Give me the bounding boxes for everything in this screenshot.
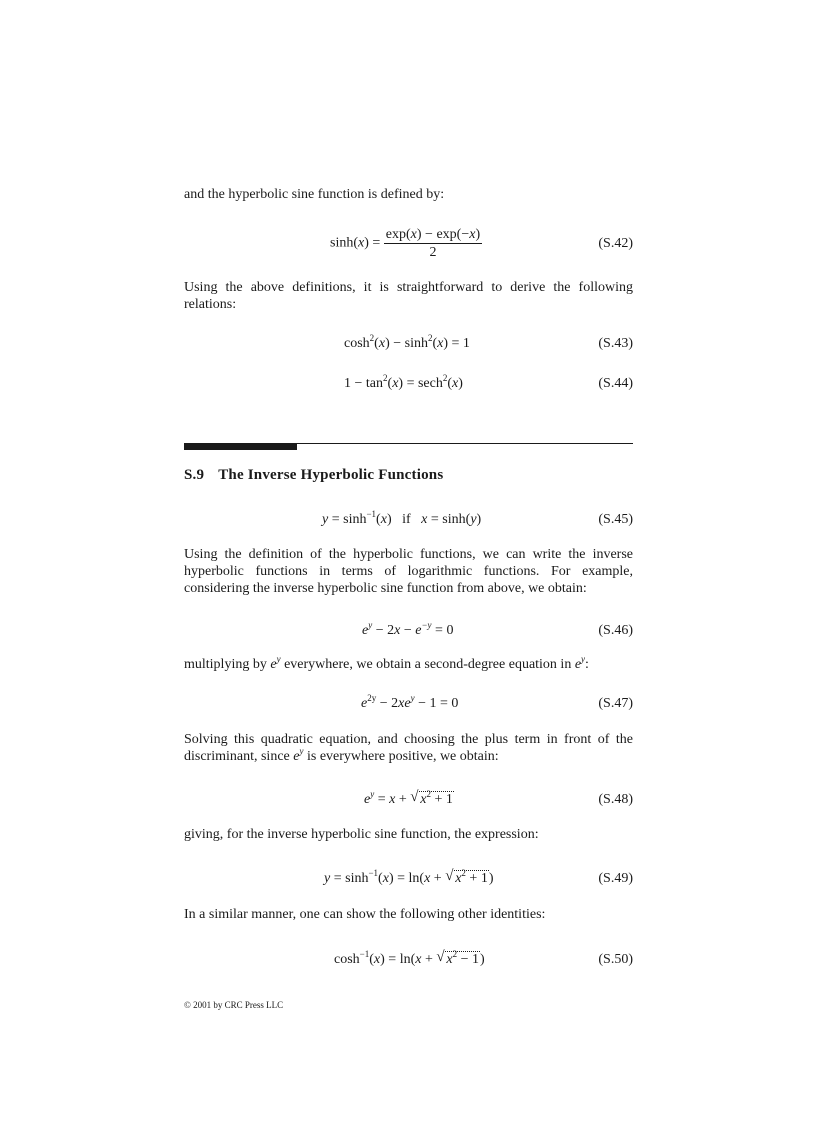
equation-s45-body: $y = \sinh^{-1}(x)$ if x = sinh(y) [322, 509, 482, 527]
equation-s49 [184, 868, 633, 902]
eq-s42-lhs: sinh( [330, 235, 358, 251]
equation-s47-body: $e^{2y} - 2xe^y - 1 = 0$ [361, 693, 459, 711]
equation-s44 [184, 373, 633, 407]
equation-s44-body: $1 - \tan^2(x) = \sec h^2(x)$ [344, 373, 463, 391]
equation-s48-body: $e^y = x$ + √ $x^2 + 1$ [364, 789, 454, 811]
eq-s50-label: (S.50) [598, 952, 633, 967]
eq-s42-denominator: 2 [429, 245, 437, 260]
eq-s44-label: (S.44) [598, 376, 633, 391]
equation-s50 [184, 949, 633, 983]
eq-s42-fraction [384, 226, 482, 261]
section-title: The Inverse Hyperbolic Functions [218, 467, 444, 483]
solving-paragraph: Solving this quadratic equation, and choosing the plus term in front of the discriminant, since $e^y$ is everywhere positive, we obtain: [184, 732, 633, 764]
eq-s47-label: (S.47) [598, 696, 633, 711]
square-root: √ $x^2 + 1$ [445, 868, 488, 886]
eq-s49-label: (S.49) [598, 871, 633, 886]
equation-s50-body: $\cosh^{-1}(x) = \ln(x$ + √ $x^2 - 1$) [334, 949, 485, 971]
eq-s42-equals: ) = [364, 235, 381, 251]
eq-s42-numerator: exp(x) − exp(−x) [385, 227, 481, 242]
equation-s42 [184, 226, 633, 260]
relations-paragraph: Using the above definitions, it is straightforward to derive the following relations: [184, 280, 633, 312]
equation-s43 [184, 333, 633, 367]
eq-s46-label: (S.46) [598, 623, 633, 638]
equation-s46-body: $e^y - 2x - e^{-y} = 0$ [362, 620, 454, 638]
equation-s43-body: $\cosh^2(x) - \sinh^2(x) = 1$ [344, 333, 470, 351]
equation-s49-body: $y = \sinh^{-1}(x) = \ln(x$ + √ $x^2 + 1$) [324, 868, 493, 890]
inverse-paragraph: Using the definition of the hyperbolic functions, we can write the inverse hyperbolic functions in terms of logarithmic functions. For example, considering the inverse hyperbolic sine function from above, we obtain: [184, 547, 633, 596]
eq-s45-label: (S.45) [598, 512, 633, 527]
eq-s48-label: (S.48) [598, 792, 633, 807]
equation-s48 [184, 789, 633, 823]
equation-s46 [184, 620, 633, 654]
eq-s42-var: x [358, 235, 365, 251]
giving-paragraph: giving, for the inverse hyperbolic sine function, the expression: [184, 827, 539, 842]
multiply-paragraph: multiplying by $e^y$ everywhere, we obtain a second-degree equation in $e^y$: [184, 654, 589, 672]
square-root: √ $x^2 - 1$ [436, 949, 480, 967]
section-heading [184, 467, 443, 484]
square-root: √ $x^2 + 1$ [410, 789, 453, 807]
eq-s43-label: (S.43) [598, 336, 633, 351]
similar-paragraph: In a similar manner, one can show the following other identities: [184, 907, 546, 922]
equation-s42-body [330, 226, 482, 261]
eq-s42-label: (S.42) [598, 236, 633, 251]
intro-paragraph: and the hyperbolic sine function is defined by: [184, 187, 445, 202]
equation-s47 [184, 693, 633, 727]
section-rule-thick [184, 444, 297, 450]
copyright-footer: © 2001 by CRC Press LLC [184, 1000, 284, 1010]
equation-s45 [184, 509, 633, 543]
section-number: S.9 [184, 467, 205, 483]
